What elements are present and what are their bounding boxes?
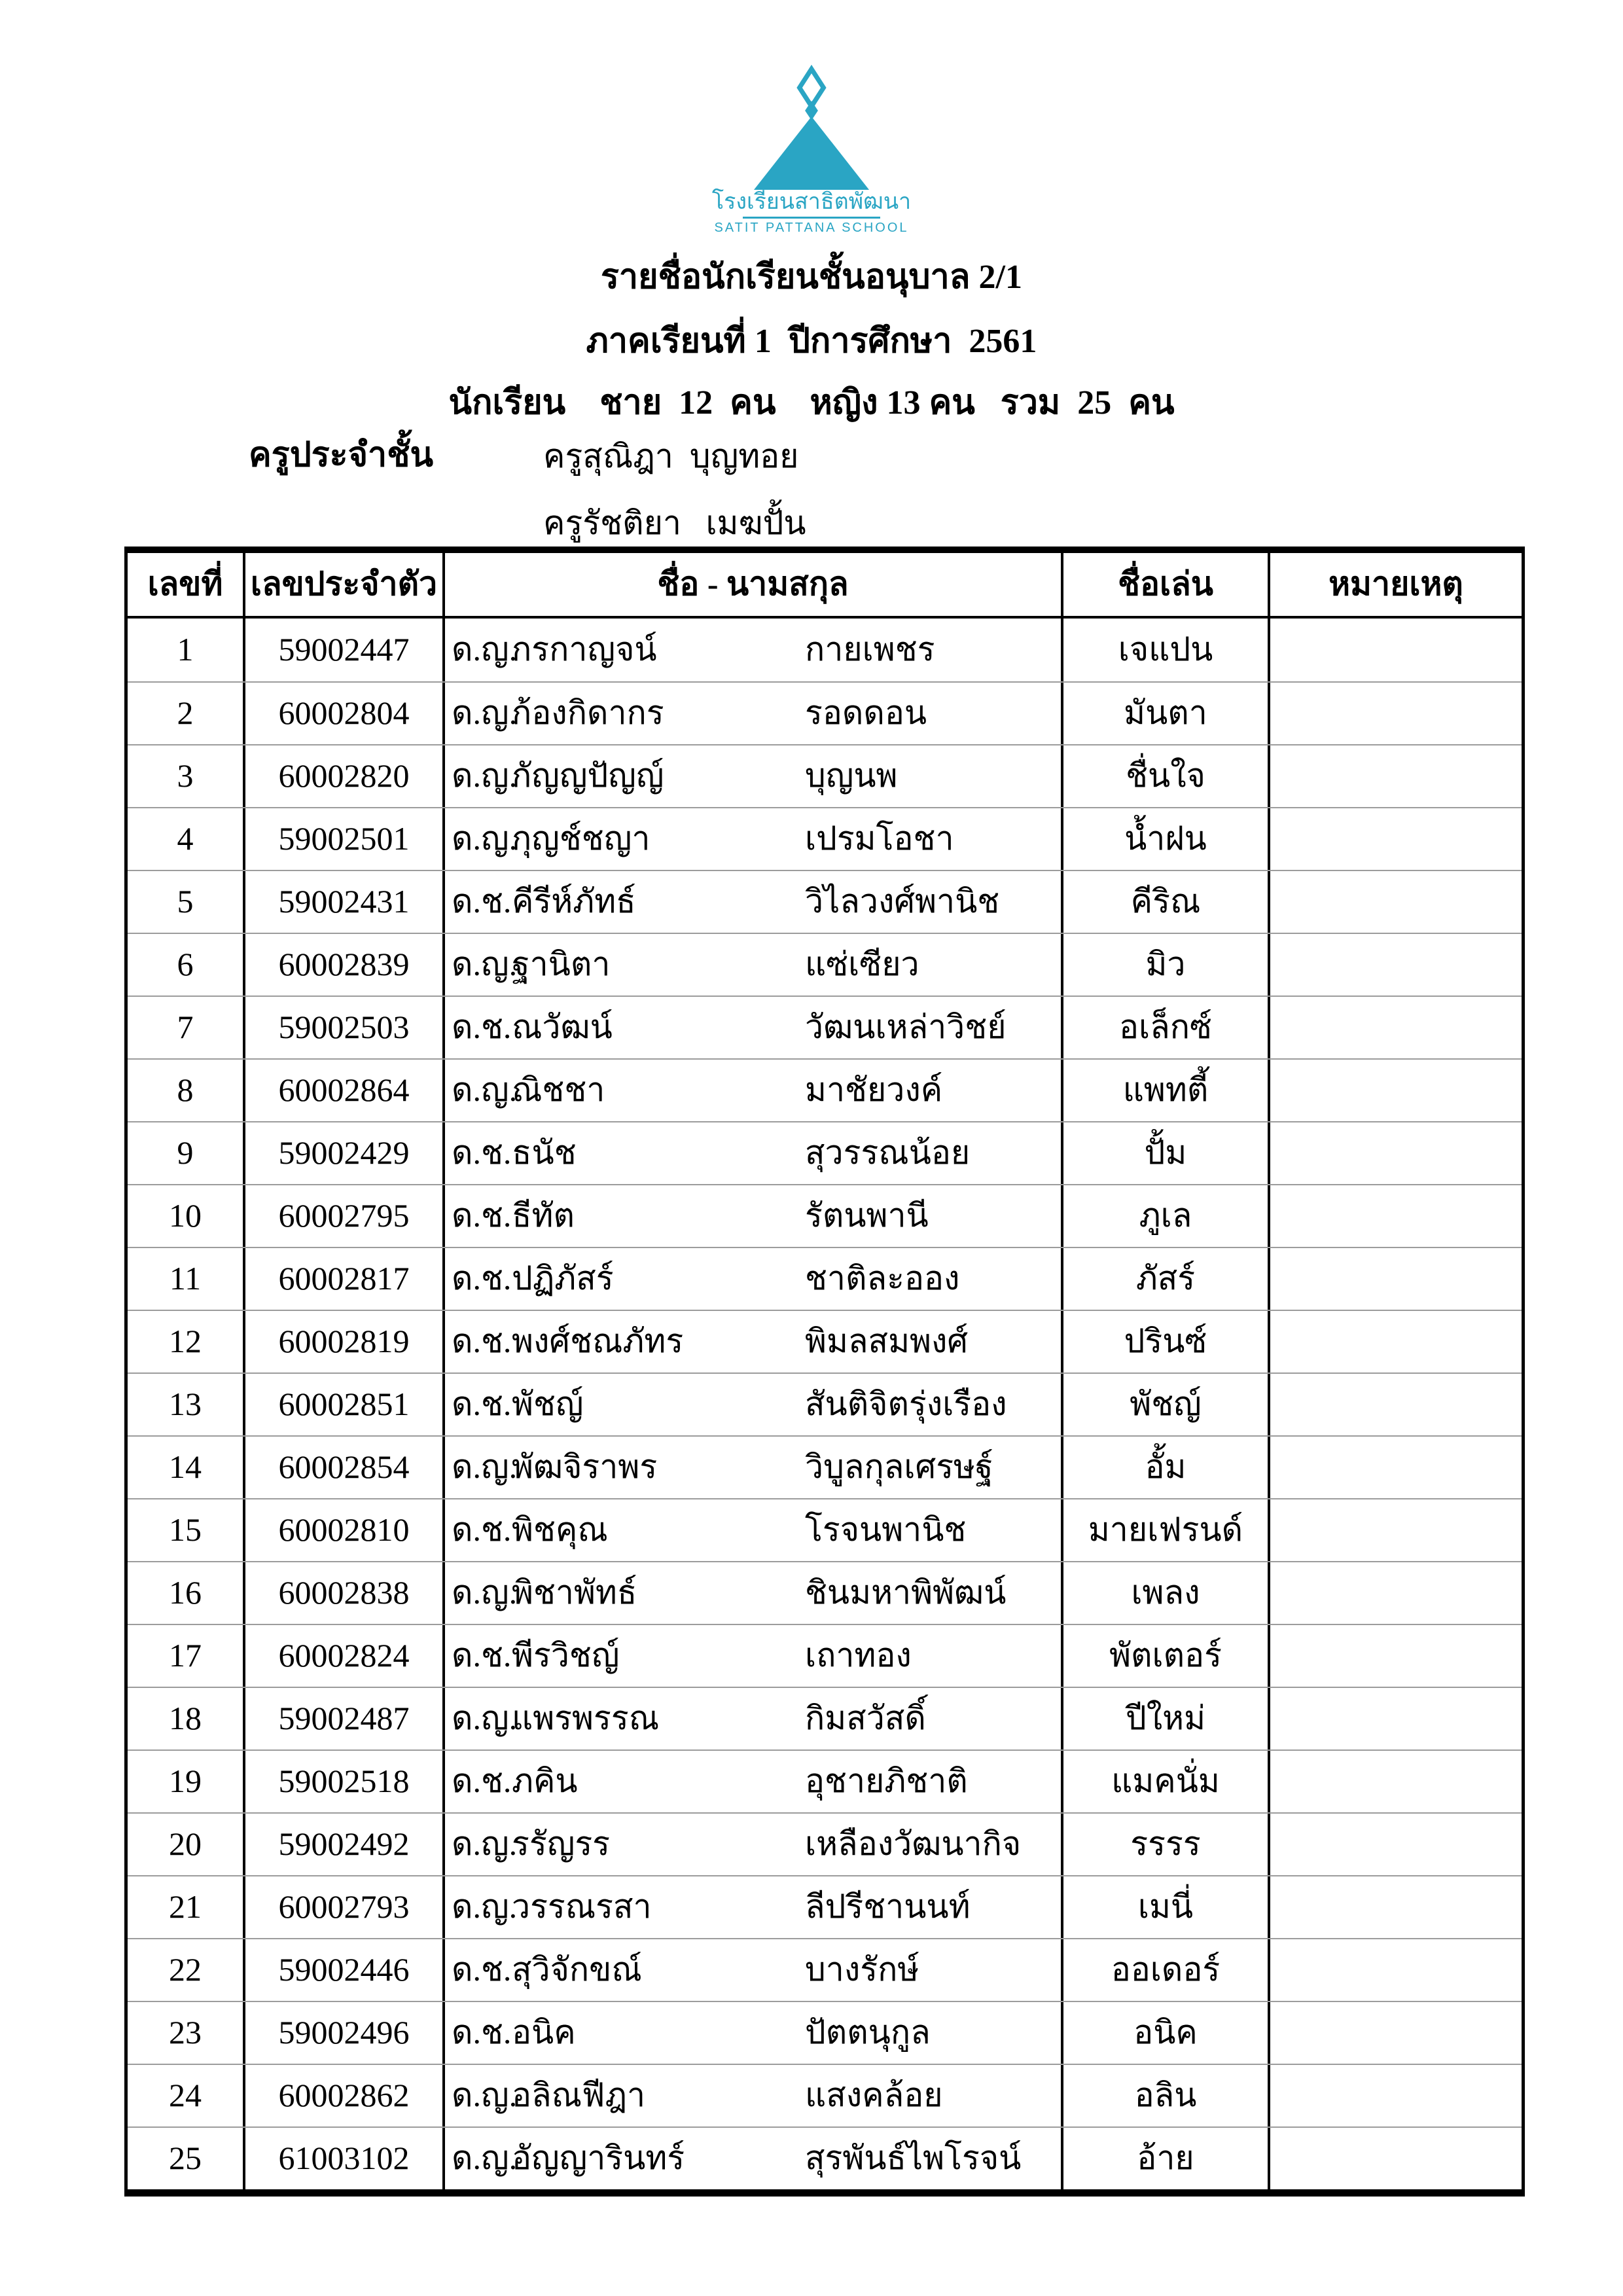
remarks: [1270, 1876, 1522, 1938]
first-name: ก้องกิดากร: [512, 694, 664, 732]
table-row: [128, 870, 1522, 933]
table-row: [128, 1121, 1522, 1184]
table-row: [128, 807, 1522, 870]
nickname: มายเฟรนด์: [1063, 1499, 1270, 1561]
nickname: เจแปน: [1063, 619, 1270, 681]
student-id: 59002446: [245, 1939, 445, 2001]
name-prefix: ด.ช.: [452, 1763, 512, 1800]
name-prefix: ด.ช.: [452, 883, 512, 920]
nickname: ปรินซ์: [1063, 1311, 1270, 1372]
remarks: [1270, 2128, 1522, 2189]
name-prefix: ด.ช.: [452, 1386, 512, 1423]
nickname: แพทตี้: [1063, 1060, 1270, 1121]
table-row: [128, 619, 1522, 681]
first-name: ปฏิภัสร์: [512, 1260, 614, 1297]
table-header-row: [128, 553, 1522, 619]
first-name: กัญญปัญญ์: [512, 757, 664, 795]
column-header-nickname: ชื่อเล่น: [1063, 553, 1270, 616]
nickname: ชื่นใจ: [1063, 745, 1270, 807]
first-name: พีรวิชญ์: [512, 1637, 620, 1674]
school-name-thai: โรงเรียนสาธิตพัฒนา: [711, 190, 912, 214]
nickname: ปีใหม่: [1063, 1688, 1270, 1749]
remarks: [1270, 2065, 1522, 2126]
row-number: 23: [128, 2002, 245, 2064]
remarks: [1270, 997, 1522, 1058]
row-number: 11: [128, 1248, 245, 1310]
student-name-cell: [445, 619, 1063, 681]
row-number: 17: [128, 1625, 245, 1687]
student-id: 60002851: [245, 1374, 445, 1435]
student-id: 60002854: [245, 1437, 445, 1498]
last-name: ลีปรีชานนท์: [805, 1888, 971, 1926]
table-row: [128, 1372, 1522, 1435]
row-number: 3: [128, 745, 245, 807]
table-row: [128, 1184, 1522, 1247]
table-row: [128, 2001, 1522, 2064]
last-name: โรจนพานิช: [805, 1511, 967, 1549]
student-roster-table: [124, 547, 1525, 2197]
first-name: พิชาพัทธ์: [512, 1574, 637, 1611]
student-id: 59002501: [245, 808, 445, 870]
row-number: 19: [128, 1751, 245, 1812]
remarks: [1270, 1437, 1522, 1498]
last-name: วิบูลกุลเศรษฐ์: [805, 1448, 993, 1486]
student-name-cell: [445, 683, 1063, 744]
last-name: เหลืองวัฒนากิจ: [805, 1825, 1022, 1863]
name-prefix: ด.ช.: [452, 2014, 512, 2051]
student-id: 60002864: [245, 1060, 445, 1121]
remarks: [1270, 1939, 1522, 2001]
last-name: เปรมโอชา: [805, 820, 954, 857]
first-name: สุวิจักขณ์: [512, 1951, 642, 1988]
name-prefix: ด.ญ.: [452, 1448, 518, 1486]
remarks: [1270, 1625, 1522, 1687]
nickname: อนิค: [1063, 2002, 1270, 2064]
remarks: [1270, 1814, 1522, 1875]
student-id: 61003102: [245, 2128, 445, 2189]
remarks: [1270, 1499, 1522, 1561]
nickname: ปั้ม: [1063, 1122, 1270, 1184]
student-id: 60002819: [245, 1311, 445, 1372]
row-number: 16: [128, 1562, 245, 1624]
student-name-cell: [445, 1185, 1063, 1247]
name-prefix: ด.ช.: [452, 1637, 512, 1674]
student-name-cell: [445, 2065, 1063, 2126]
name-prefix: ด.ญ.: [452, 1888, 518, 1926]
first-name: พงศ์ชณภัทร: [512, 1323, 684, 1360]
row-number: 24: [128, 2065, 245, 2126]
first-name: คีรีห์ภัทธ์: [512, 883, 636, 920]
first-name: กรกาญจน์: [512, 631, 657, 668]
first-name: อัญญารินทร์: [512, 2140, 685, 2177]
row-number: 21: [128, 1876, 245, 1938]
table-row: [128, 1058, 1522, 1121]
row-number: 4: [128, 808, 245, 870]
nickname: แมคนั่ม: [1063, 1751, 1270, 1812]
row-number: 25: [128, 2128, 245, 2189]
student-name-cell: [445, 1751, 1063, 1812]
student-id: 60002817: [245, 1248, 445, 1310]
nickname: ภูเล: [1063, 1185, 1270, 1247]
name-prefix: ด.ช.: [452, 1511, 512, 1549]
row-number: 2: [128, 683, 245, 744]
student-id: 59002487: [245, 1688, 445, 1749]
last-name: ชินมหาพิพัฒน์: [805, 1574, 1007, 1611]
table-row: [128, 996, 1522, 1058]
first-name: ธนัช: [512, 1134, 577, 1172]
remarks: [1270, 1311, 1522, 1372]
nickname: ออเดอร์: [1063, 1939, 1270, 2001]
school-logo: [674, 65, 949, 236]
last-name: วัฒนเหล่าวิชย์: [805, 1009, 1007, 1046]
name-prefix: ด.ญ.: [452, 820, 518, 857]
table-row: [128, 744, 1522, 807]
name-prefix: ด.ช.: [452, 1951, 512, 1988]
remarks: [1270, 1248, 1522, 1310]
remarks: [1270, 871, 1522, 933]
student-name-cell: [445, 1688, 1063, 1749]
nickname: อั้ม: [1063, 1437, 1270, 1498]
remarks: [1270, 745, 1522, 807]
first-name: วรรณรสา: [512, 1888, 652, 1926]
student-id: 59002503: [245, 997, 445, 1058]
last-name: วิไลวงศ์พานิช: [805, 883, 1000, 920]
student-name-cell: [445, 1374, 1063, 1435]
last-name: พิมลสมพงศ์: [805, 1323, 969, 1360]
remarks: [1270, 1688, 1522, 1749]
student-name-cell: [445, 871, 1063, 933]
first-name: ณิชชา: [512, 1071, 605, 1109]
row-number: 5: [128, 871, 245, 933]
last-name: เถาทอง: [805, 1637, 912, 1674]
student-id: 59002496: [245, 2002, 445, 2064]
nickname: มิว: [1063, 934, 1270, 996]
last-name: บางรักษ์: [805, 1951, 919, 1988]
row-number: 20: [128, 1814, 245, 1875]
row-number: 13: [128, 1374, 245, 1435]
column-header-number: เลขที่: [128, 553, 245, 616]
student-name-cell: [445, 1437, 1063, 1498]
school-name-english: SATIT PATTANA SCHOOL: [714, 221, 909, 236]
last-name: กิมสวัสดิ์: [805, 1700, 926, 1737]
nickname: รรรร: [1063, 1814, 1270, 1875]
first-name: ธีทัต: [512, 1197, 575, 1234]
student-name-cell: [445, 1122, 1063, 1184]
student-name-cell: [445, 1562, 1063, 1624]
last-name: บุญนพ: [805, 757, 898, 795]
nickname: อ้าย: [1063, 2128, 1270, 2189]
student-id: 59002429: [245, 1122, 445, 1184]
student-name-cell: [445, 1499, 1063, 1561]
name-prefix: ด.ช.: [452, 1260, 512, 1297]
student-id: 59002447: [245, 619, 445, 681]
name-prefix: ด.ญ.: [452, 1574, 518, 1611]
name-prefix: ด.ช.: [452, 1197, 512, 1234]
logo-divider: [743, 217, 880, 219]
student-id: 60002824: [245, 1625, 445, 1687]
student-id: 60002838: [245, 1562, 445, 1624]
name-prefix: ด.ช.: [452, 1323, 512, 1360]
teacher-name-2: ครูรัชติยา เมฆปั้น: [543, 505, 806, 541]
first-name: ณวัฒน์: [512, 1009, 613, 1046]
teacher-name-1: ครูสุณิฎา บุญทอย: [543, 438, 799, 475]
row-number: 1: [128, 619, 245, 681]
first-name: กุญช์ชญา: [512, 820, 651, 857]
student-count-line: นักเรียน ชาย 12 คน หญิง 13 คน รวม 25 คน: [448, 384, 1175, 422]
student-id: 60002820: [245, 745, 445, 807]
row-number: 18: [128, 1688, 245, 1749]
student-name-cell: [445, 1814, 1063, 1875]
first-name: อลิณฟีฎา: [512, 2077, 646, 2114]
remarks: [1270, 934, 1522, 996]
first-name: พิชคุณ: [512, 1511, 608, 1549]
row-number: 9: [128, 1122, 245, 1184]
row-number: 7: [128, 997, 245, 1058]
last-name: รัตนพานี: [805, 1197, 929, 1234]
student-name-cell: [445, 934, 1063, 996]
homeroom-teacher-label: ครูประจำชั้น: [249, 437, 434, 474]
table-row: [128, 1310, 1522, 1372]
page-title: รายชื่อนักเรียนชั้นอนุบาล 2/1: [600, 259, 1022, 296]
student-name-cell: [445, 1625, 1063, 1687]
name-prefix: ด.ญ.: [452, 2077, 518, 2114]
remarks: [1270, 619, 1522, 681]
row-number: 10: [128, 1185, 245, 1247]
table-row: [128, 1812, 1522, 1875]
column-header-remarks: หมายเหตุ: [1329, 565, 1463, 603]
table-row: [128, 1624, 1522, 1687]
student-name-cell: [445, 1939, 1063, 2001]
remarks: [1270, 1185, 1522, 1247]
last-name: แสงคล้อย: [805, 2077, 943, 2114]
student-name-cell: [445, 1060, 1063, 1121]
name-prefix: ด.ช.: [452, 1134, 512, 1172]
column-header-student-id: เลขประจำตัว: [245, 553, 445, 616]
name-prefix: ด.ญ.: [452, 1071, 518, 1109]
name-prefix: ด.ญ.: [452, 2140, 518, 2177]
remarks: [1270, 1122, 1522, 1184]
first-name: แพรพรรณ: [512, 1700, 660, 1737]
table-row: [128, 2126, 1522, 2189]
first-name: พัชญ์: [512, 1386, 584, 1423]
nickname: ภัสร์: [1063, 1248, 1270, 1310]
last-name: แซ่เซียว: [805, 946, 919, 983]
school-logo-mark: [674, 65, 949, 190]
nickname: พัตเตอร์: [1063, 1625, 1270, 1687]
last-name: ชาติละออง: [805, 1260, 960, 1297]
last-name: กายเพชร: [805, 631, 935, 668]
student-id: 60002810: [245, 1499, 445, 1561]
first-name: ภคิน: [512, 1763, 578, 1800]
row-number: 15: [128, 1499, 245, 1561]
first-name: ฐานิตา: [512, 946, 611, 983]
row-number: 14: [128, 1437, 245, 1498]
row-number: 22: [128, 1939, 245, 2001]
table-row: [128, 1498, 1522, 1561]
name-prefix: ด.ญ.: [452, 694, 518, 732]
student-id: 60002804: [245, 683, 445, 744]
first-name: รรัญรร: [512, 1825, 611, 1863]
remarks: [1270, 1060, 1522, 1121]
nickname: พัชญ์: [1063, 1374, 1270, 1435]
table-row: [128, 1938, 1522, 2001]
student-id: 60002793: [245, 1876, 445, 1938]
remarks: [1270, 2002, 1522, 2064]
last-name: สันติจิตรุ่งเรือง: [805, 1386, 1007, 1423]
remarks: [1270, 1374, 1522, 1435]
name-prefix: ด.ช.: [452, 1009, 512, 1046]
student-id: 60002795: [245, 1185, 445, 1247]
table-row: [128, 1687, 1522, 1749]
nickname: อลิน: [1063, 2065, 1270, 2126]
table-row: [128, 1247, 1522, 1310]
nickname: เพลง: [1063, 1562, 1270, 1624]
student-id: 60002839: [245, 934, 445, 996]
nickname: มันตา: [1063, 683, 1270, 744]
name-prefix: ด.ญ.: [452, 1700, 518, 1737]
student-name-cell: [445, 997, 1063, 1058]
student-name-cell: [445, 1248, 1063, 1310]
nickname: อเล็กซ์: [1063, 997, 1270, 1058]
row-number: 6: [128, 934, 245, 996]
table-row: [128, 681, 1522, 744]
student-id: 60002862: [245, 2065, 445, 2126]
table-row: [128, 2064, 1522, 2126]
nickname: น้ำฝน: [1063, 808, 1270, 870]
remarks: [1270, 1751, 1522, 1812]
row-number: 8: [128, 1060, 245, 1121]
table-body: [128, 619, 1522, 2189]
table-row: [128, 1435, 1522, 1498]
student-name-cell: [445, 1311, 1063, 1372]
student-id: 59002518: [245, 1751, 445, 1812]
last-name: ปัตตนุกูล: [805, 2014, 931, 2051]
remarks: [1270, 808, 1522, 870]
row-number: 12: [128, 1311, 245, 1372]
last-name: รอดดอน: [805, 694, 927, 732]
table-row: [128, 933, 1522, 996]
semester-line: ภาคเรียนที่ 1 ปีการศึกษา 2561: [586, 323, 1037, 360]
student-name-cell: [445, 1876, 1063, 1938]
name-prefix: ด.ญ.: [452, 1825, 518, 1863]
name-prefix: ด.ญ.: [452, 631, 518, 668]
student-name-cell: [445, 2128, 1063, 2189]
student-name-cell: [445, 808, 1063, 870]
last-name: สุวรรณน้อย: [805, 1134, 971, 1172]
last-name: อุชายภิชาติ: [805, 1763, 968, 1800]
student-name-cell: [445, 745, 1063, 807]
student-id: 59002431: [245, 871, 445, 933]
remarks: [1270, 1562, 1522, 1624]
remarks: [1270, 683, 1522, 744]
name-prefix: ด.ญ.: [452, 757, 518, 795]
last-name: สุรพันธ์ไพโรจน์: [805, 2140, 1022, 2177]
name-prefix: ด.ญ.: [452, 946, 518, 983]
first-name: อนิค: [512, 2014, 576, 2051]
table-row: [128, 1875, 1522, 1938]
nickname: คีริณ: [1063, 871, 1270, 933]
column-header-fullname: ชื่อ - นามสกุล: [445, 553, 1063, 616]
nickname: เมนี่: [1063, 1876, 1270, 1938]
table-row: [128, 1749, 1522, 1812]
student-id: 59002492: [245, 1814, 445, 1875]
triangle-mountain-icon: [754, 117, 869, 190]
last-name: มาชัยวงค์: [805, 1071, 943, 1109]
table-row: [128, 1561, 1522, 1624]
student-name-cell: [445, 2002, 1063, 2064]
first-name: พัฒจิราพร: [512, 1448, 658, 1486]
